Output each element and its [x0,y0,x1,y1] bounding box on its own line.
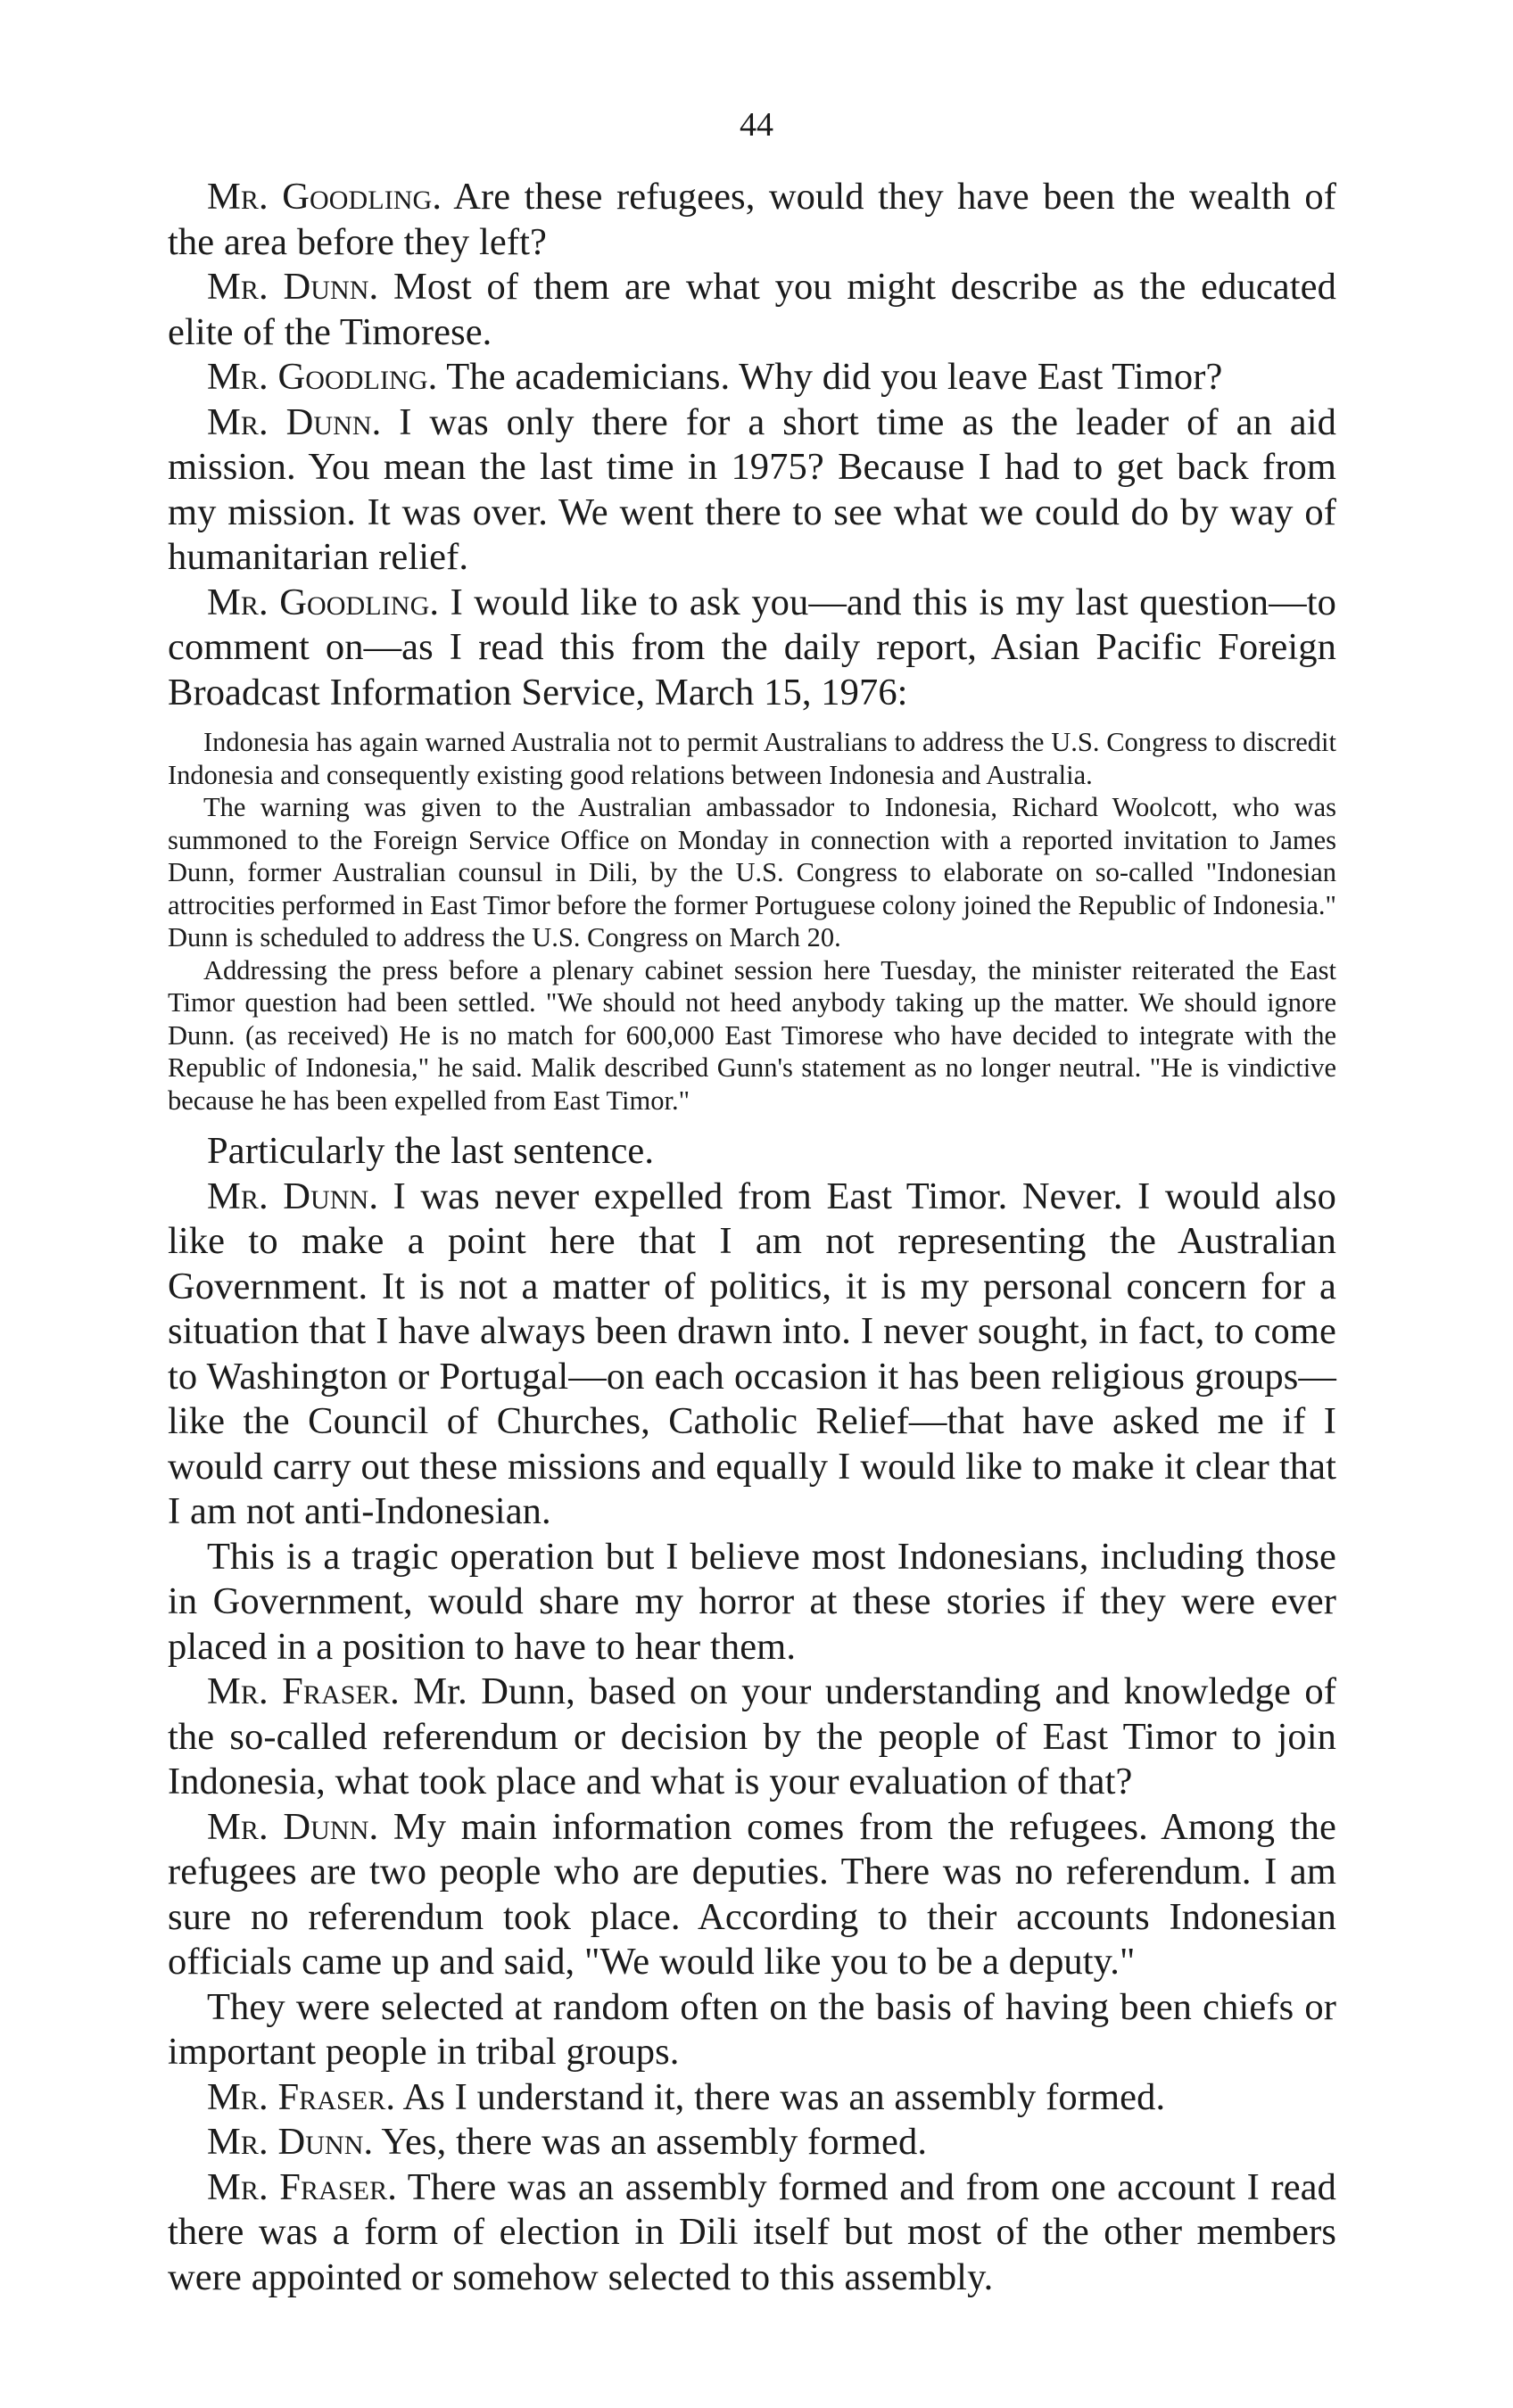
paragraph-text: My main information comes from the refugees. Among the refugees are two people who are deputies. There was no referendum. I am sure no referendum took place. According to their accounts Indonesian officials came up and said, "We would like you to be a deputy." [168,1805,1336,1983]
testimony-paragraph [168,2120,1336,2165]
speaker-name: Mr. Dunn. [207,1175,379,1217]
paragraph-text: Yes, there was an assembly formed. [381,2121,928,2163]
quote-paragraph: Indonesia has again warned Australia not to permit Australians to address the U.S. Congress to discredit Indonesia and consequently existing good relations between Indonesia and Australia. [168,727,1336,790]
paragraph-text: As I understand it, there was an assembly formed. [402,2075,1166,2118]
testimony-paragraph [168,355,1336,400]
paragraph-text: Are these refugees, would they have been the wealth of the area before they left? [168,176,1336,263]
speaker-name: Mr. Fraser. [207,2165,397,2208]
quoted-report [168,726,1336,1117]
testimony-paragraph [168,581,1336,716]
page-number: 44 [740,106,773,144]
speaker-name: Mr. Dunn. [207,400,382,443]
paragraph-text: Most of them are what you might describe as the educated elite of the Timorese. [168,266,1336,353]
quote-paragraph: Addressing the press before a plenary cabinet session here Tuesday, the minister reiterated the East Timor question had been settled. "We should not heed anybody taking up the matter. We should ignore Dunn. (as received) He is no match for 600,000 East Timorese who have decided to integrate with the Republic of Indonesia," he said. Malik described Gunn's statement as no longer neutral. "He is vindictive because he has been expelled from East Timor." [168,954,1336,1116]
testimony-paragraph [168,1535,1336,1670]
testimony-paragraph [168,1175,1336,1535]
speaker-name: Mr. Dunn. [207,1805,379,1848]
quote-paragraph: The warning was given to the Australian ambassador to Indonesia, Richard Woolcott, who was summoned to the Foreign Service Office on Monday in connection with a reported invitation to James Dunn, former Australian counsul in Dili, by the U.S. Congress to elaborate on so-called "Indonesian attrocities performed in East Timor before the former Portuguese colony joined the Republic of Indonesia." Dunn is scheduled to address the U.S. Congress on March 20. [168,792,1336,952]
speaker-name: Mr. Goodling. [207,356,438,398]
testimony-paragraph [168,175,1336,265]
paragraph-text: They were selected at random often on the basis of having been chiefs or important people in tribal groups. [168,1985,1336,2073]
paragraph-text: Mr. Dunn, based on your understanding and knowledge of the so-called referendum or decision by the people of East Timor to join Indonesia, what took place and what is your evaluation of that? [168,1670,1336,1802]
testimony-before-quote [168,175,1336,715]
paragraph-text: This is a tragic operation but I believe most Indonesians, including those in Government, would share my horror at these stories if they were ever placed in a position to have to hear them. [168,1535,1336,1668]
paragraph-text: There was an assembly formed and from one account I read there was a form of election in Dili itself but most of the other members were appointed or somehow selected to this assembly. [168,2165,1336,2298]
speaker-name: Mr. Fraser. [207,2075,396,2118]
testimony-paragraph [168,2165,1336,2301]
testimony-paragraph [168,1805,1336,1985]
testimony-paragraph [168,1670,1336,1805]
paragraph-text: The academicians. Why did you leave East Timor? [446,356,1223,398]
paragraph-text: Particularly the last sentence. [207,1130,655,1172]
testimony-paragraph [168,1985,1336,2075]
testimony-paragraph [168,1129,1336,1175]
testimony-paragraph [168,265,1336,355]
speaker-name: Mr. Goodling. [207,581,440,623]
testimony-paragraph [168,2075,1336,2121]
testimony-after-quote [168,1129,1336,2300]
testimony-paragraph [168,400,1336,581]
speaker-name: Mr. Goodling. [207,176,442,218]
paragraph-text: I was only there for a short time as the leader of an aid mission. You mean the last time in 1975? Because I had to get back from my mission. It was over. We went there to see what we could do by way of humanitarian relief. [168,400,1336,578]
speaker-name: Mr. Fraser. [207,1670,400,1712]
speaker-name: Mr. Dunn. [207,266,379,308]
transcript-body [168,175,1336,2300]
paragraph-text: I would like to ask you—and this is my last question—to comment on—as I read this from the daily report, Asian Pacific Foreign Broadcast Information Service, March 15, 1976: [168,581,1336,713]
paragraph-text: I was never expelled from East Timor. Never. I would also like to make a point here that I am not representing the Australian Government. It is not a matter of politics, it is my personal concern for a situation that I have always been drawn into. I never sought, in fact, to come to Washington or Portugal—on each occasion it has been religious groups—like the Council of Churches, Catholic Relief—that have asked me if I would carry out these missions and equally I would like to make it clear that I am not anti-Indonesian. [168,1175,1336,1532]
speaker-name: Mr. Dunn. [207,2121,374,2163]
